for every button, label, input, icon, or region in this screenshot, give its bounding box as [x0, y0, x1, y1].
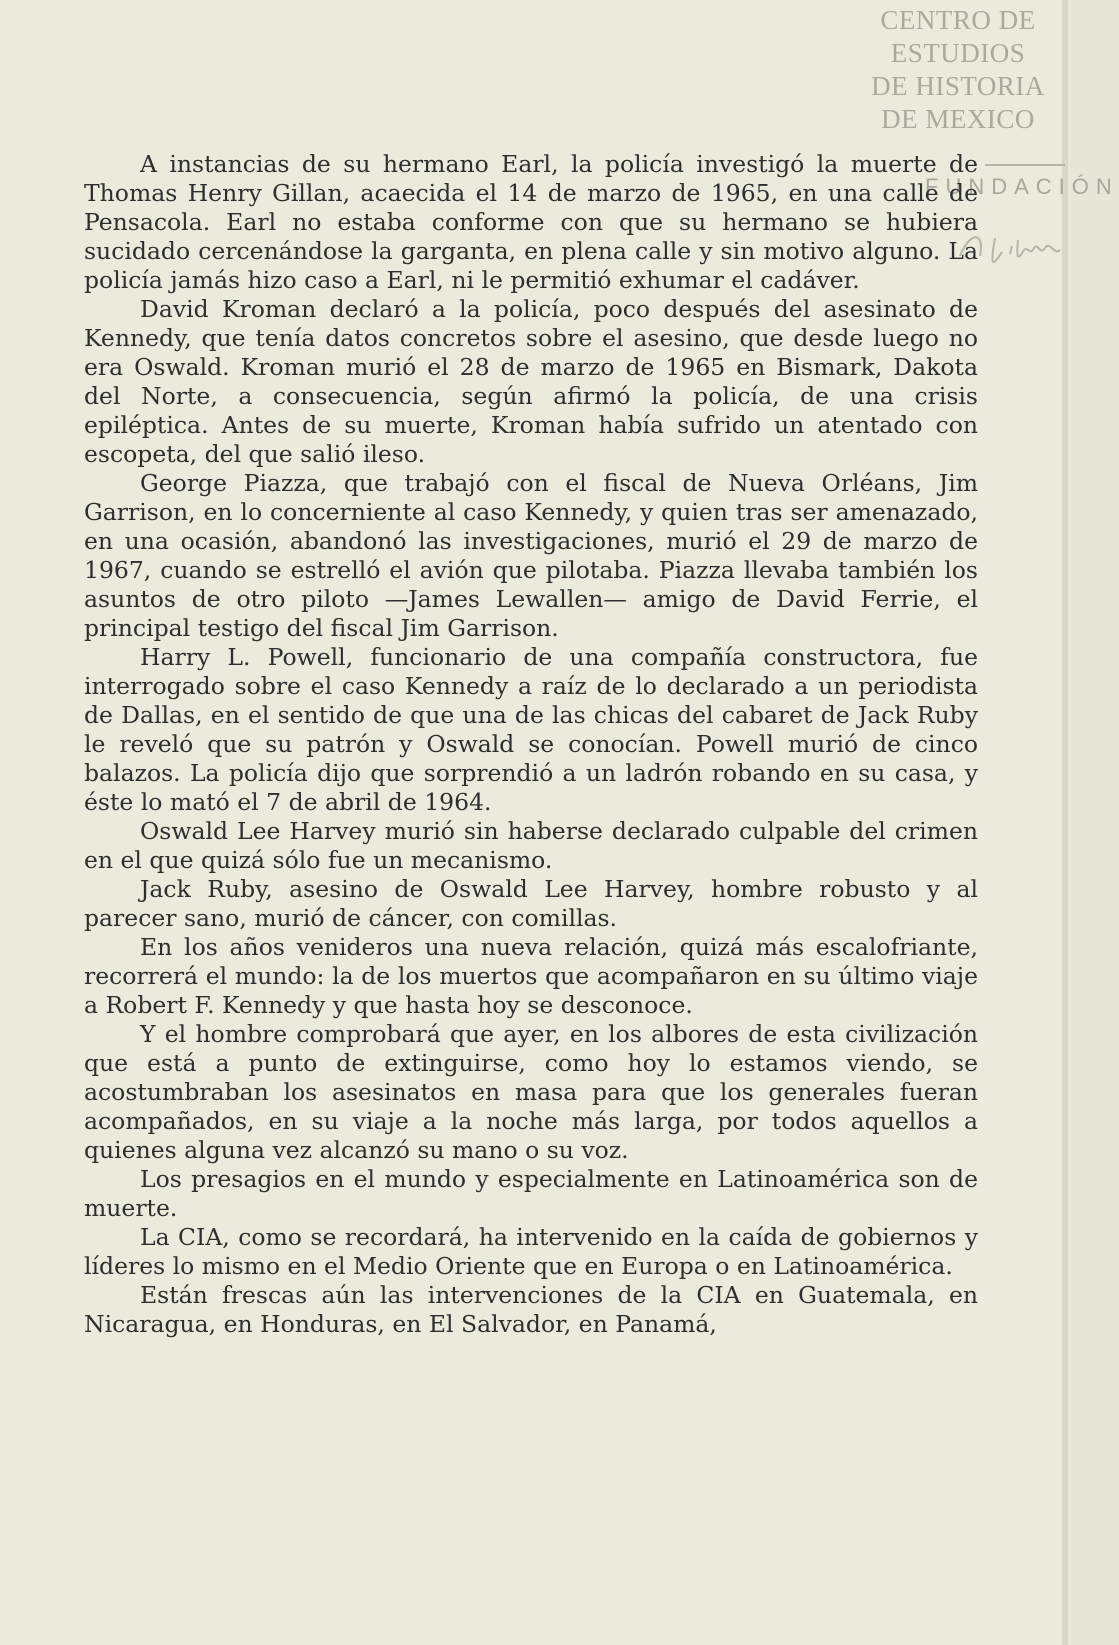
paragraph: En los años venideros una nueva relación, quizá más escalofriante, recorrerá el mundo: la de los muertos que acompañaron en su último viaje a Robert F. Kennedy y que hasta hoy se desconoce.: [84, 933, 978, 1019]
stamp-line-4: DE MEXICO: [881, 104, 1035, 134]
article-body: [84, 150, 978, 1339]
paragraph: David Kroman declaró a la policía, poco después del asesinato de Kennedy, que tenía datos concretos sobre el asesino, que desde luego no era Oswald. Kroman murió el 28 de marzo de 1965 en Bismark, Dakota del Norte, a consecuencia, según afirmó la policía, de una crisis epiléptica. Antes de su muerte, Kroman había sufrido un atentado con escopeta, del que salió ileso.: [84, 295, 978, 468]
stamp-foundation: FUNDACIÓN: [925, 174, 1119, 199]
paragraph: La CIA, como se recordará, ha intervenido en la caída de gobiernos y líderes lo mismo en el Medio Oriente que en Europa o en Latinoamérica.: [84, 1223, 978, 1280]
paragraph: George Piazza, que trabajó con el fiscal de Nueva Orléans, Jim Garrison, en lo concerniente al caso Kennedy, y quien tras ser amenazado, en una ocasión, abandonó las investigaciones, murió el 29 de marzo de 1967, cuando se estrelló el avión que pilotaba. Piazza llevaba también los asuntos de otro piloto —James Lewallen— amigo de David Ferrie, el principal testigo del fiscal Jim Garrison.: [84, 469, 978, 642]
stamp-line-1: CENTRO DE: [880, 5, 1036, 35]
paragraph: Harry L. Powell, funcionario de una compañía constructora, fue interrogado sobre el caso Kennedy a raíz de lo declarado a un periodista de Dallas, en el sentido de que una de las chicas del cabaret de Jack Ruby le reveló que su patrón y Oswald se conocían. Powell murió de cinco balazos. La policía dijo que sorprendió a un ladrón robando en su casa, y éste lo mató el 7 de abril de 1964.: [84, 643, 978, 816]
paragraph: Están frescas aún las intervenciones de la CIA en Guatemala, en Nicaragua, en Honduras, en El Salvador, en Panamá,: [84, 1281, 978, 1338]
paragraph: Oswald Lee Harvey murió sin haberse declarado culpable del crimen en el que quizá sólo fue un mecanismo.: [84, 817, 978, 874]
archive-stamp: [858, 4, 1058, 136]
stamp-line-3: DE HISTORIA: [871, 71, 1045, 101]
paragraph: Los presagios en el mundo y especialmente en Latinoamérica son de muerte.: [84, 1165, 978, 1222]
paragraph: Y el hombre comprobará que ayer, en los albores de esta civilización que está a punto de extinguirse, como hoy lo estamos viendo, se acostumbraban los asesinatos en masa para que los generales fueran acompañados, en su viaje a la noche más larga, por todos aquellos a quienes alguna vez alcanzó su mano o su voz.: [84, 1020, 978, 1164]
paragraph: A instancias de su hermano Earl, la policía investigó la muerte de Thomas Henry Gillan, acaecida el 14 de marzo de 1965, en una calle de Pensacola. Earl no estaba conforme con que su hermano se hubiera sucidado cercenándose la garganta, en plena calle y sin motivo alguno. La policía jamás hizo caso a Earl, ni le permitió exhumar el cadáver.: [84, 150, 978, 294]
paragraph: Jack Ruby, asesino de Oswald Lee Harvey, hombre robusto y al parecer sano, murió de cáncer, con comillas.: [84, 875, 978, 932]
stamp-divider: [985, 164, 1065, 166]
stamp-line-2: ESTUDIOS: [890, 38, 1026, 68]
